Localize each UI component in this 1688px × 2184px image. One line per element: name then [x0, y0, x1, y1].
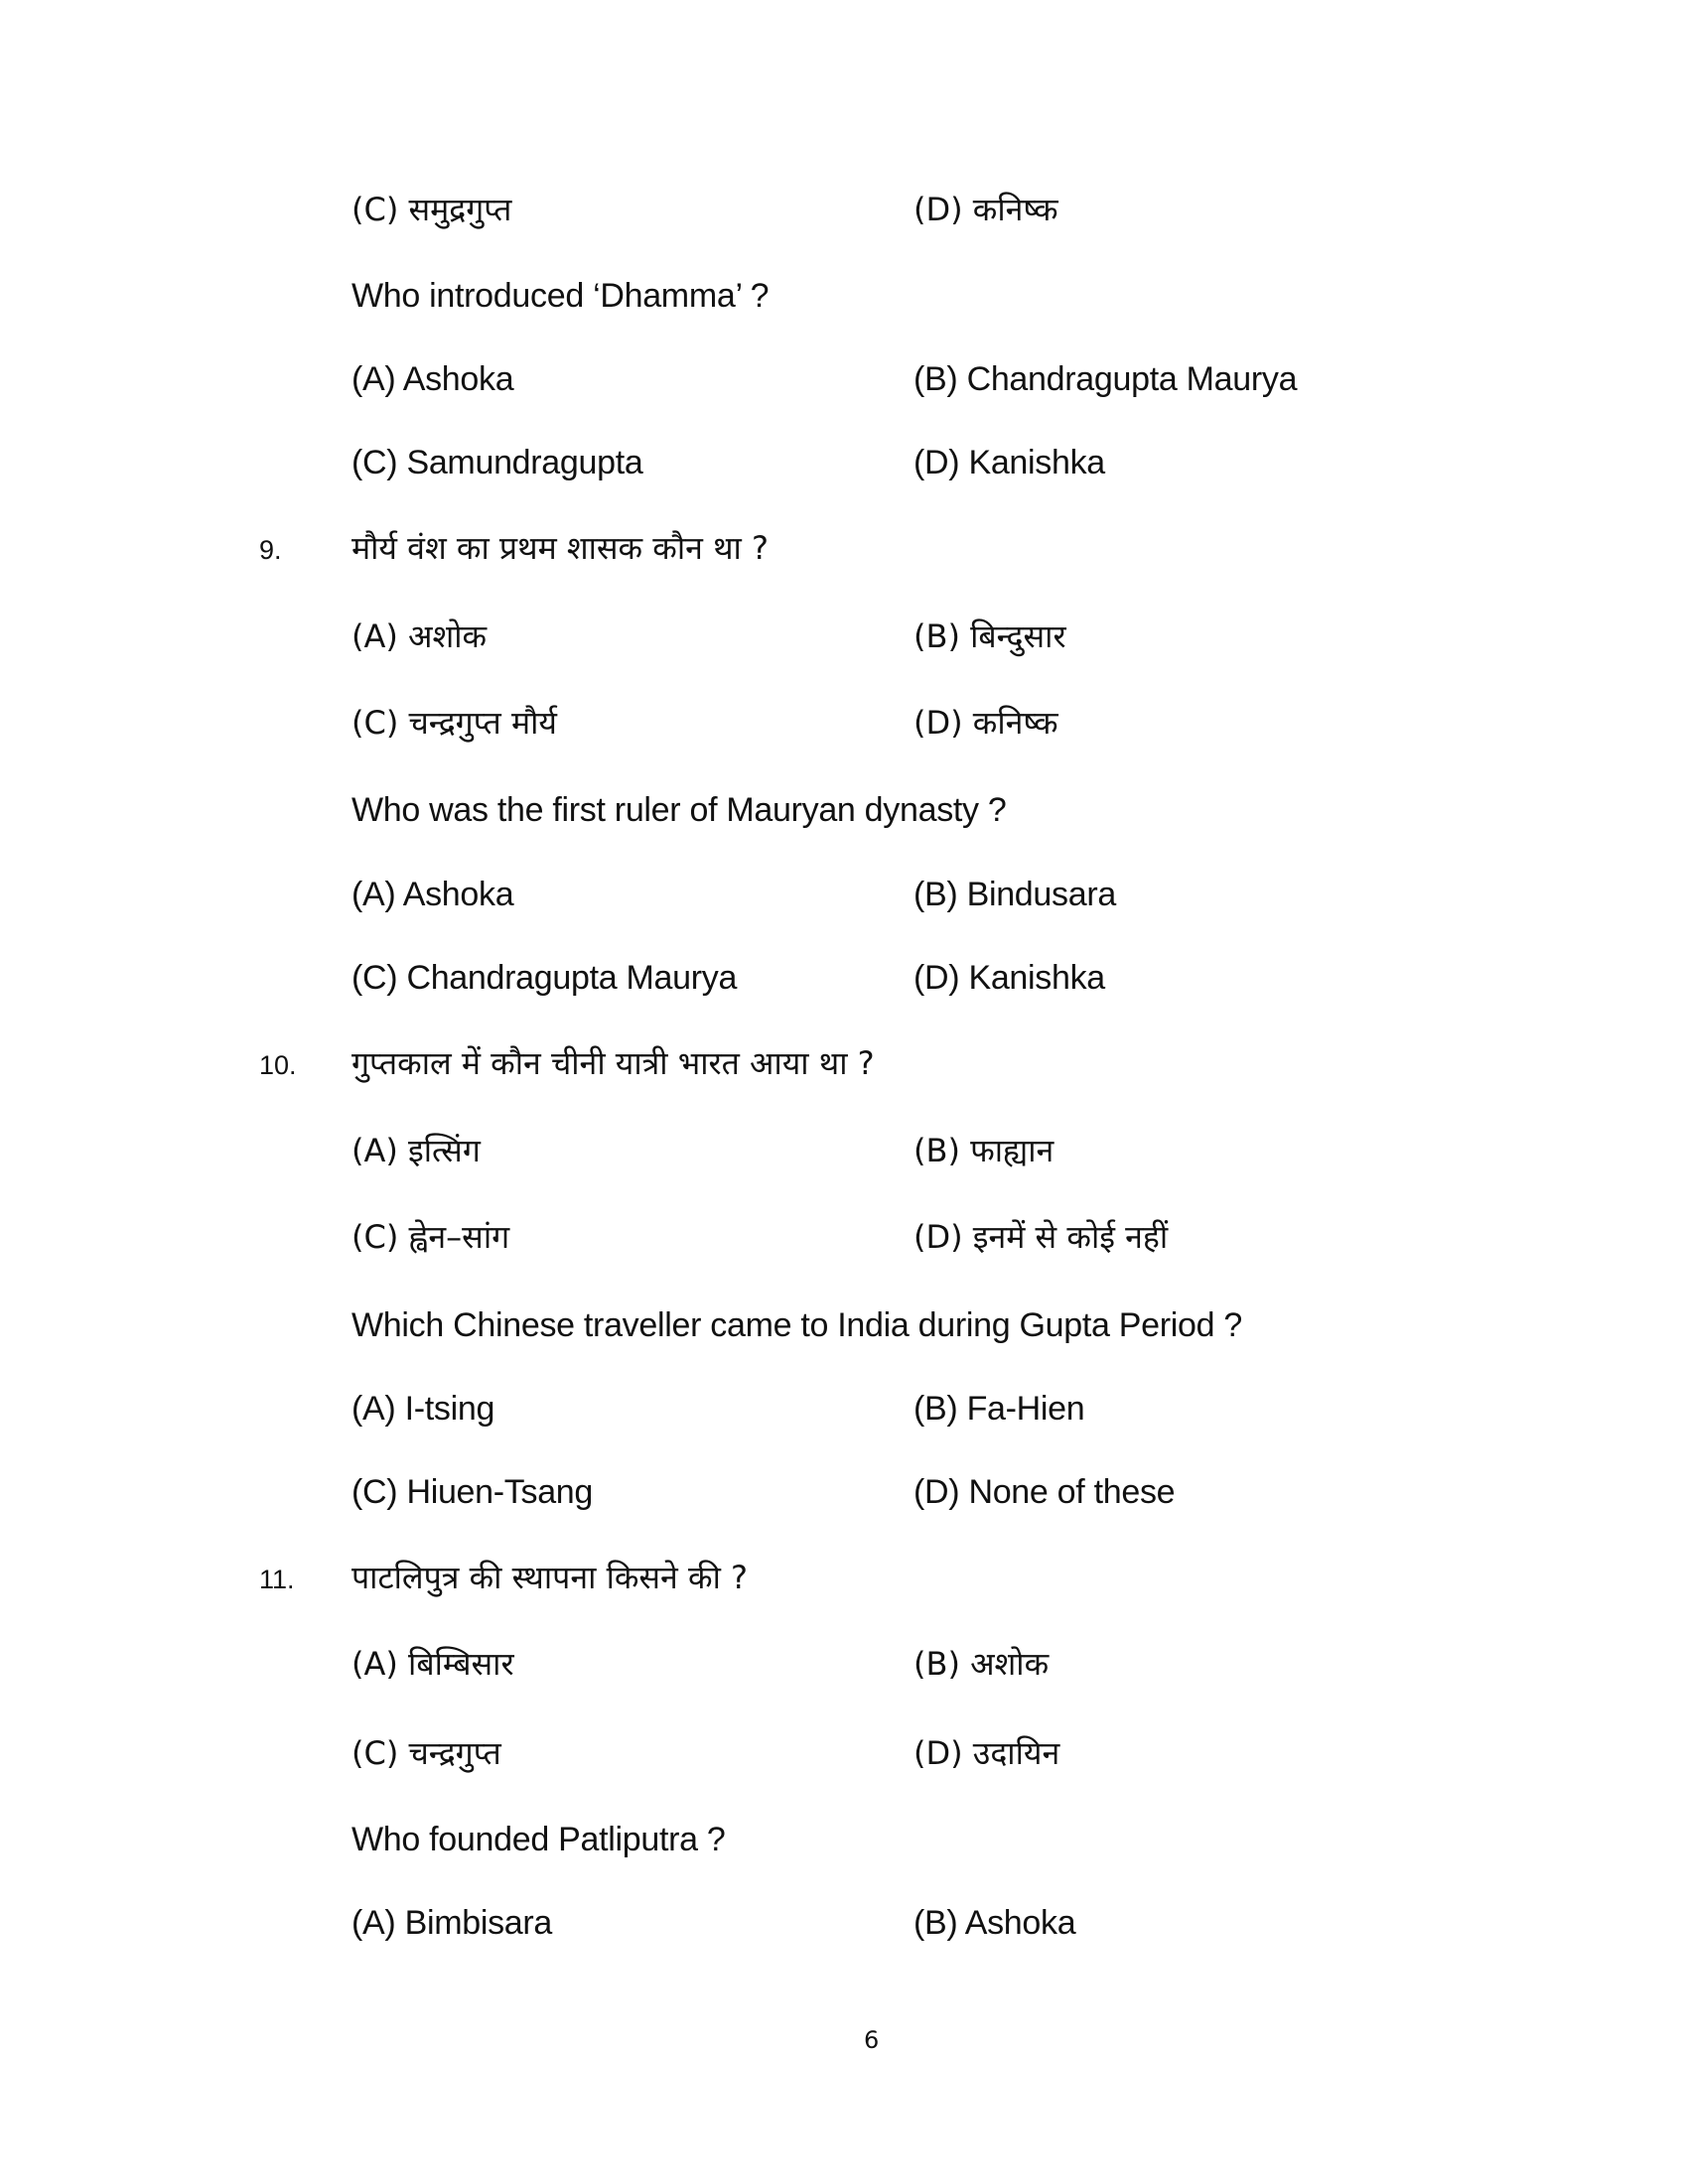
question-text-hindi: गुप्तकाल में कौन चीनी यात्री भारत आया था ? [352, 1044, 875, 1082]
option-b-english: (B) Chandragupta Maurya [914, 360, 1298, 398]
option-d-english: (D) None of these [914, 1473, 1176, 1511]
option-c-hindi: (C) ह्वेन–सांग [352, 1218, 510, 1256]
option-a-english: (A) I-tsing [352, 1390, 495, 1428]
question-number: 10. [259, 1050, 297, 1080]
question-text-english: Who was the first ruler of Mauryan dynasty ? [352, 791, 1007, 829]
question-number: 11. [259, 1565, 295, 1594]
option-d-hindi: (D) कनिष्क [914, 191, 1058, 228]
option-a-english: (A) Bimbisara [352, 1904, 553, 1942]
option-b-hindi: (B) अशोक [914, 1645, 1050, 1683]
option-b-english: (B) Fa-Hien [914, 1390, 1085, 1428]
option-b-english: (B) Bindusara [914, 876, 1116, 913]
option-a-hindi: (A) इत्सिंग [352, 1132, 481, 1169]
option-b-english: (B) Ashoka [914, 1904, 1076, 1942]
question-text-english: Which Chinese traveller came to India during Gupta Period ? [352, 1306, 1242, 1344]
option-d-english: (D) Kanishka [914, 959, 1105, 997]
option-c-english: (C) Hiuen-Tsang [352, 1473, 594, 1511]
option-c-hindi: (C) चन्द्रगुप्त [352, 1734, 501, 1772]
option-a-hindi: (A) अशोक [352, 617, 488, 655]
option-d-hindi: (D) कनिष्क [914, 704, 1058, 742]
option-c-english: (C) Chandragupta Maurya [352, 959, 738, 997]
option-a-english: (A) Ashoka [352, 876, 514, 913]
option-b-hindi: (B) फाह्यान [914, 1132, 1055, 1169]
option-b-hindi: (B) बिन्दुसार [914, 617, 1066, 655]
option-d-hindi: (D) उदायिन [914, 1734, 1060, 1772]
option-a-english: (A) Ashoka [352, 360, 514, 398]
option-a-hindi: (A) बिम्बिसार [352, 1645, 514, 1683]
page-number: 6 [864, 2026, 880, 2054]
option-c-english: (C) Samundragupta [352, 444, 643, 481]
question-text-hindi: पाटलिपुत्र की स्थापना किसने की ? [352, 1559, 749, 1596]
question-text-english: Who introduced ‘Dhamma’ ? [352, 277, 770, 315]
option-d-hindi: (D) इनमें से कोई नहीं [914, 1218, 1169, 1256]
question-number: 9. [259, 535, 282, 565]
option-d-english: (D) Kanishka [914, 444, 1105, 481]
question-text-english: Who founded Patliputra ? [352, 1821, 726, 1858]
option-c-hindi: (C) चन्द्रगुप्त मौर्य [352, 704, 557, 742]
question-text-hindi: मौर्य वंश का प्रथम शासक कौन था ? [352, 529, 769, 567]
option-c-hindi: (C) समुद्रगुप्त [352, 191, 512, 228]
